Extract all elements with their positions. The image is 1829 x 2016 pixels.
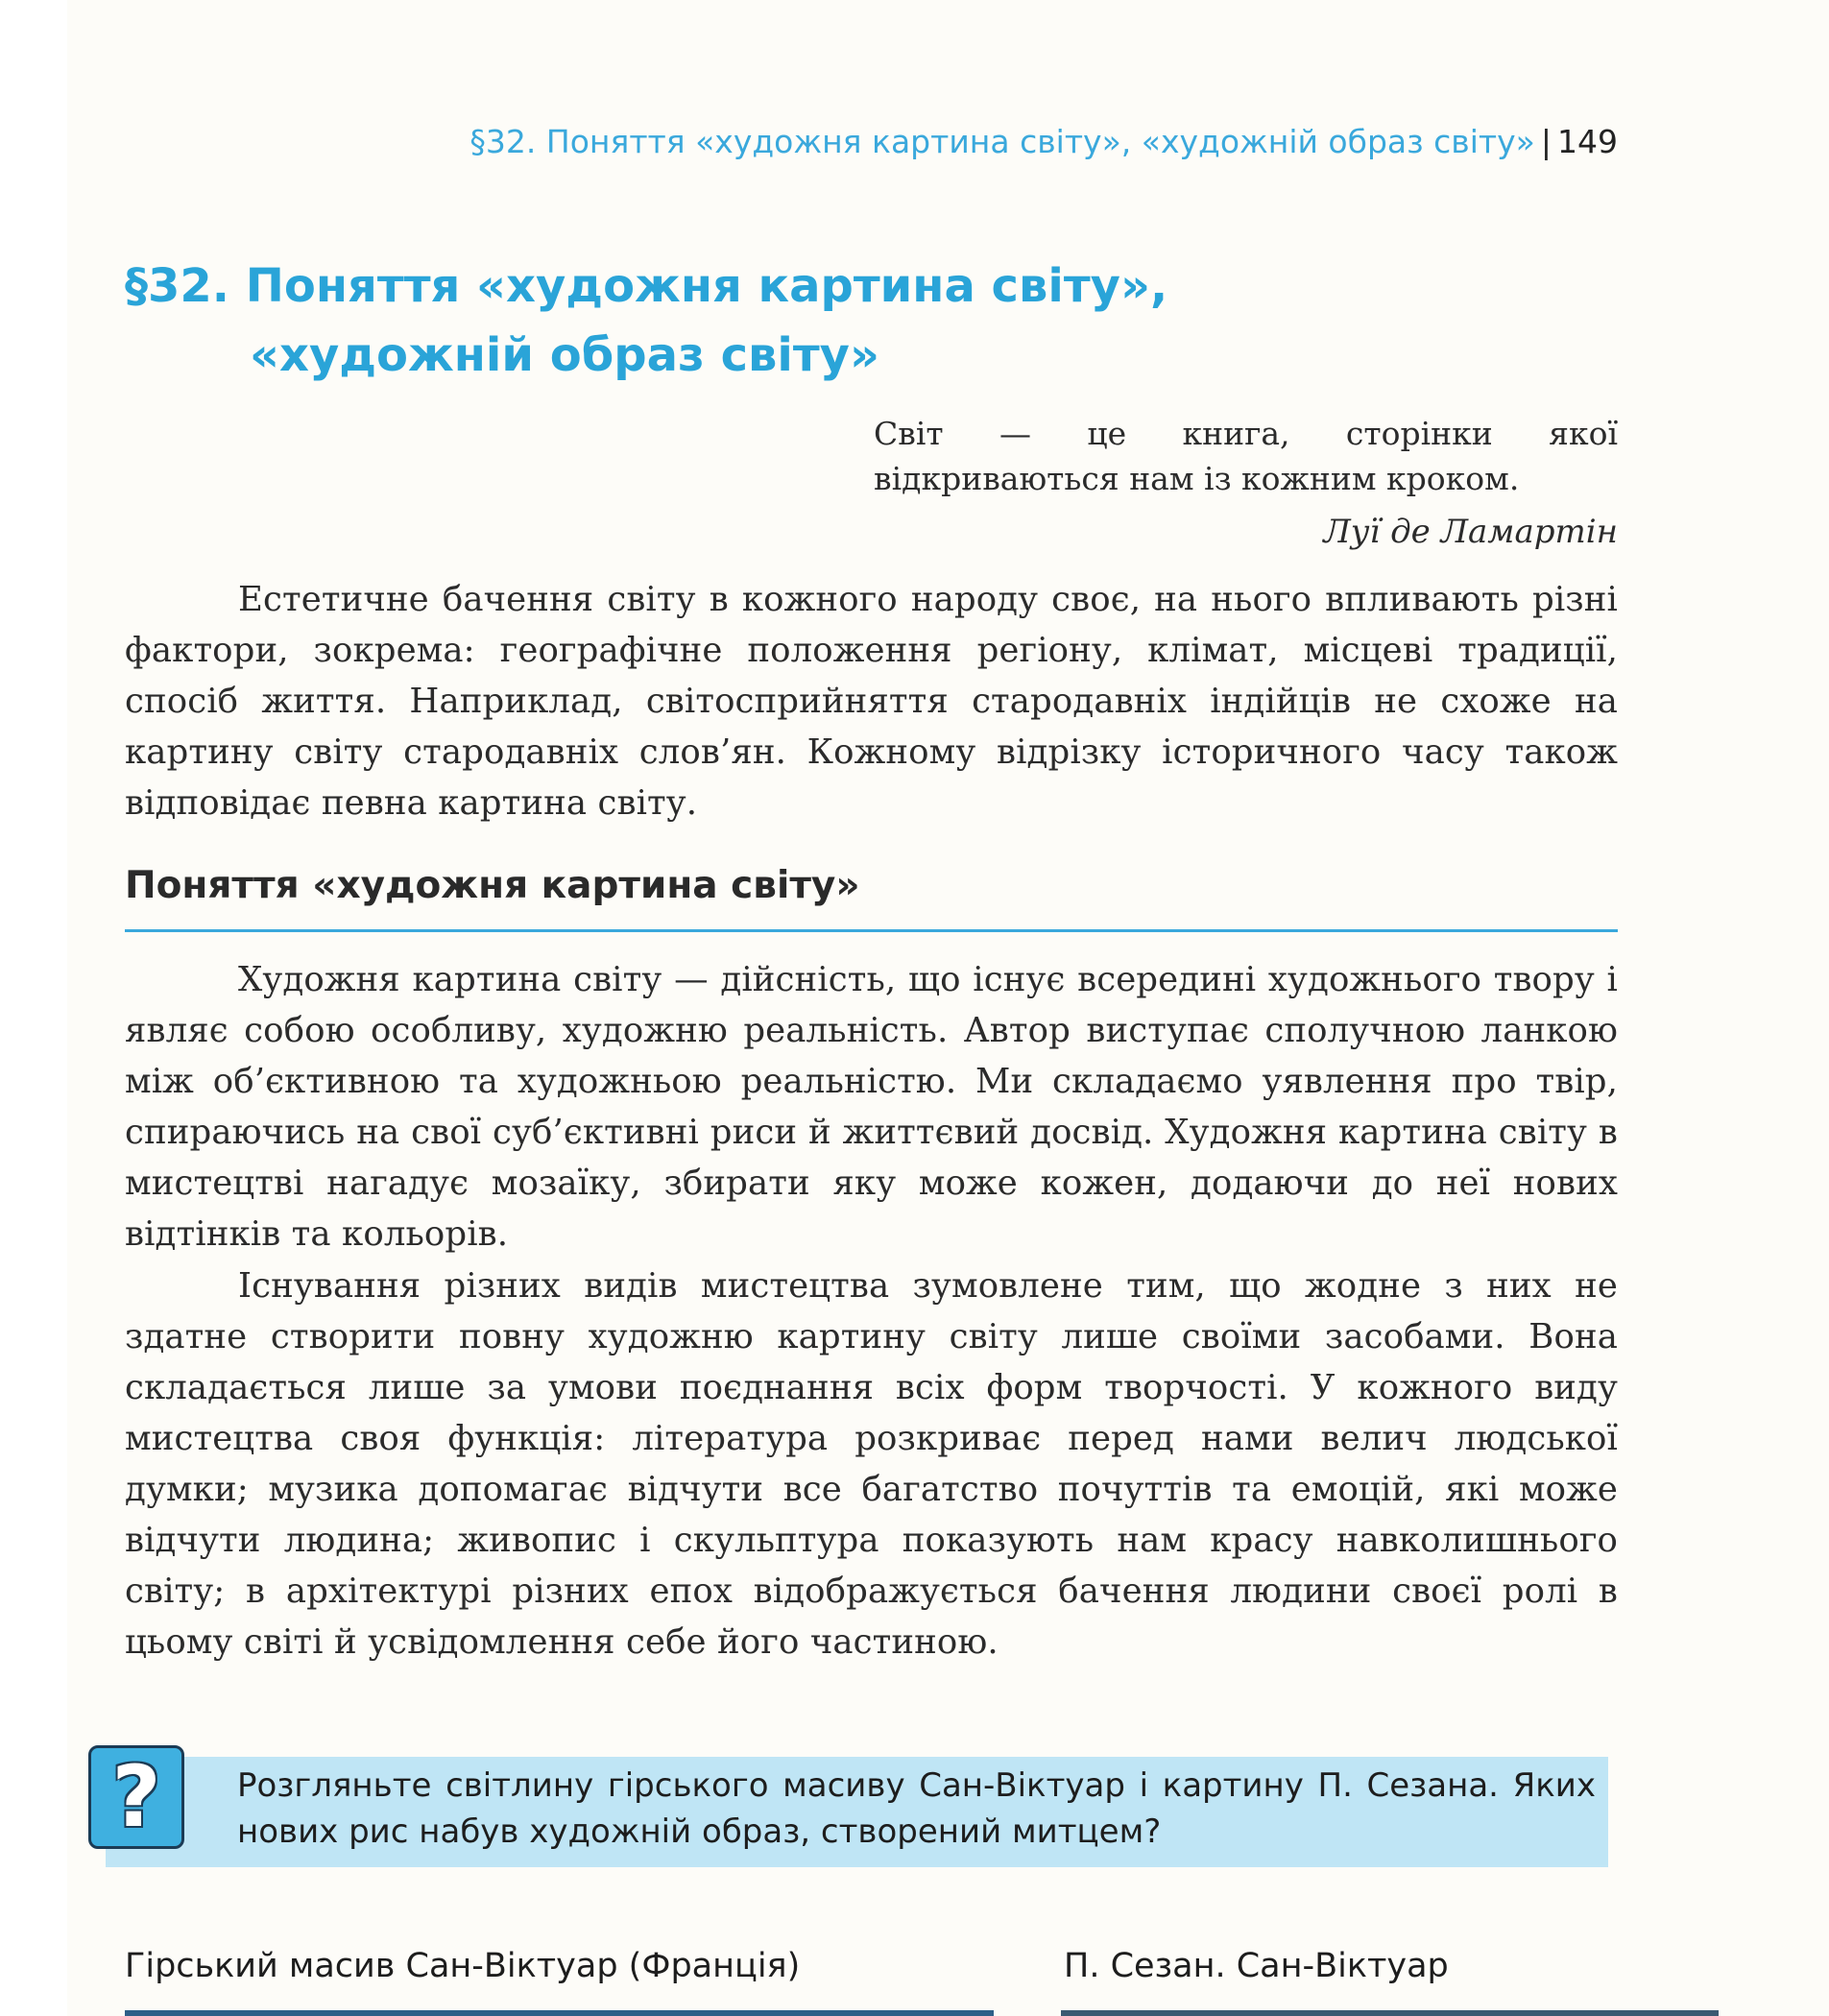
section-paragraph-1: Художня картина світу — дійсність, що існує всередині художнього твору і являє собою особливу, художню реальність. Автор виступає сполучною ланкою між об’єктивною та художньою реальністю. Ми складаємо уявлення про твір, спираючись на свої суб’єктивні риси й життєвий досвід. Художня картина світу в мистецтві нагадує мозаїку, збирати яку може кожен, додаючи до неї нових відтінків та кольорів.	[125, 960, 1618, 1254]
section-paragraph-2: Існування різних видів мистецтва зумовлене тим, що жодне з них не здатне створити повну художню картину світу лише своїми засобами. Вона складається лише за умови поєднання всіх форм творчості. У кожного виду мистецтва своя функція: література розкриває перед нами велич людської думки; музика допомагає відчути все багатство почуттів та емоцій, які може відчути людина; живопис і скульптура показують нам красу навколишнього світу; в архітектурі різних епох відображується бачення людини своєї ролі в цьому світі й усвідомлення себе його частиною.	[125, 1266, 1618, 1662]
page-number: 149	[1557, 123, 1618, 160]
question-text: Розгляньте світлину гірського масиву Сан-Віктуар і картину П. Сезана. Яких нових рис набув художній образ, створений митцем?	[237, 1766, 1596, 1851]
epigraph-text: Світ — це книга, сторінки якої відкриваються нам із кожним кроком.	[874, 415, 1618, 497]
question-mark-icon: ?	[88, 1745, 184, 1849]
chapter-title-line1: §32. Поняття «художня картина світу»,	[125, 259, 1168, 313]
scan-margin	[0, 0, 67, 2016]
caption-photo: Гірський масив Сан-Віктуар (Франція)	[125, 1947, 801, 1985]
epigraph-author: Луї де Ламартін	[1323, 513, 1618, 551]
caption-painting: П. Сезан. Сан-Віктуар	[1064, 1947, 1449, 1985]
section-divider	[125, 929, 1618, 932]
intro-paragraph: Естетичне бачення світу в кожного народу своє, на нього впливають різні фактори, зокрема: географічне положення регіону, клімат, місцеві традиції, спосіб життя. Наприклад, світосприйняття стародавніх індійців не схоже на картину світу стародавніх слов’ян. Кожному відрізку історичного часу також відповідає певна картина світу.	[125, 580, 1618, 823]
running-header	[403, 123, 1618, 160]
running-title: §32. Поняття «художня картина світу», «художній образ світу»	[469, 123, 1535, 160]
header-separator: |	[1540, 123, 1552, 160]
section-heading: Поняття «художня картина світу»	[125, 864, 860, 907]
chapter-title	[125, 252, 1277, 390]
chapter-title-line2: «художній образ світу»	[250, 328, 879, 382]
photo-mountain-image	[125, 2010, 994, 2016]
painting-cezanne-image	[1061, 2010, 1719, 2016]
